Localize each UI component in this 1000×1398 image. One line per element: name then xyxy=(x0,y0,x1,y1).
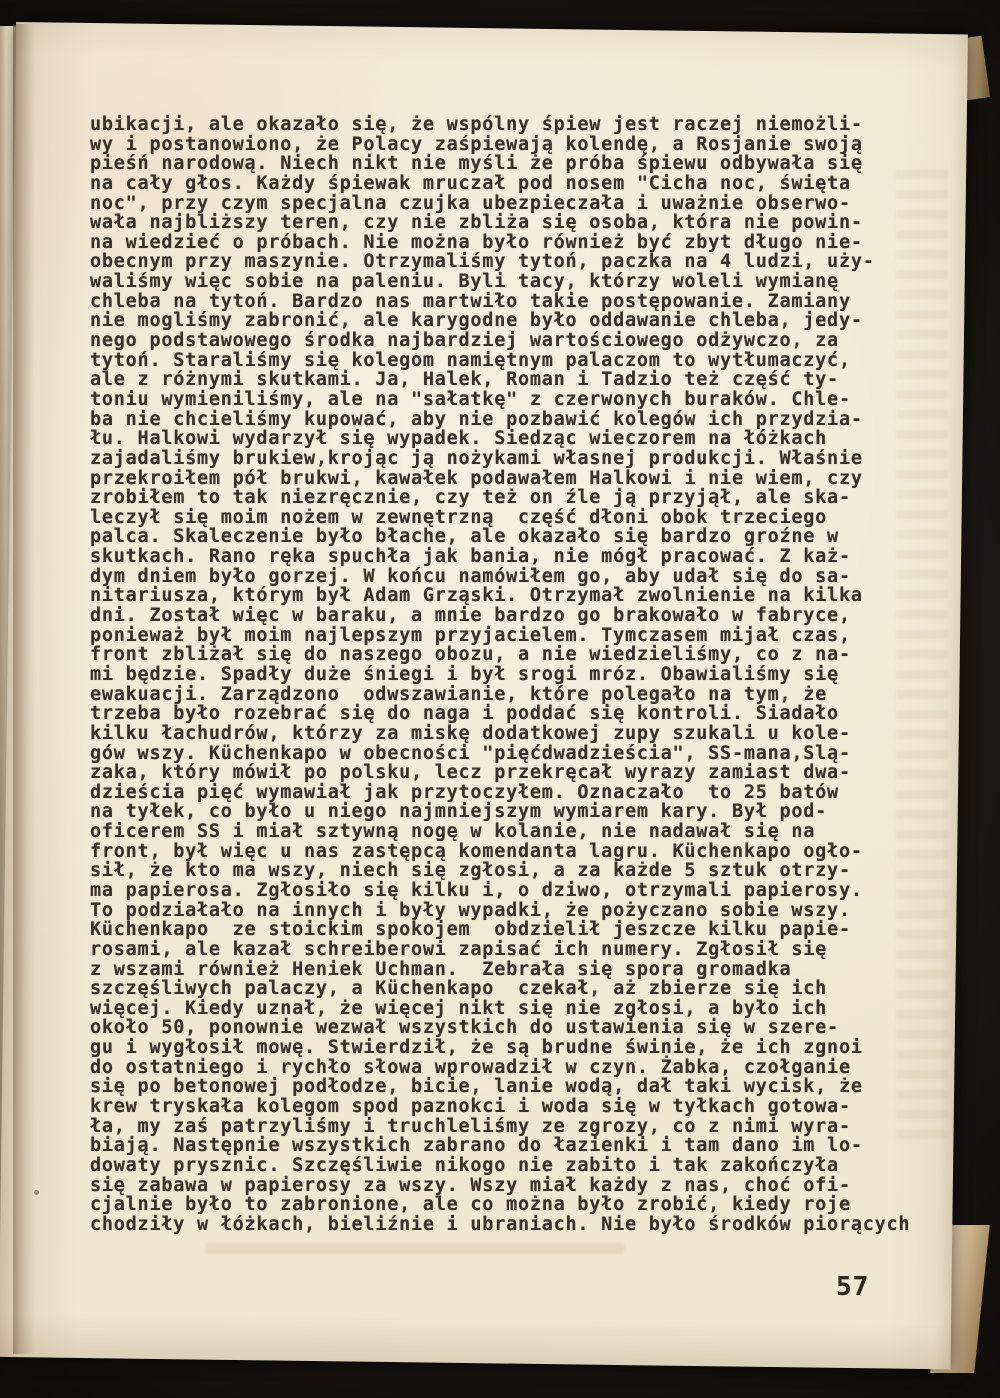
text-line: front, był więc u nas zastępcą komendanta lagru. Küchenkapo ogło- xyxy=(90,840,863,862)
text-line: toniu wymieniliśmy, ale na "sałatkę" z czerwonych buraków. Chle- xyxy=(90,388,851,410)
text-line: zajadaliśmy brukiew,krojąc ją nożykami własnej produkcji. Właśnie xyxy=(90,447,863,469)
text-line: na tyłek, co było u niego najmniejszym wymiarem kary. Był pod- xyxy=(90,801,828,823)
paper-speck xyxy=(34,1190,39,1195)
text-line: ła, my zaś patrzyliśmy i truchleliśmy ze zgrozy, co z nimi wyra- xyxy=(90,1115,851,1137)
text-line: skutkach. Rano ręka spuchła jak bania, nie mógł pracować. Z każ- xyxy=(90,546,851,568)
text-line: front zbliżał się do naszego obozu, a nie wiedzieliśmy, co z na- xyxy=(90,644,851,666)
text-line: nitariusza, którym był Adam Grząski. Otrzymał zwolnienie na kilka xyxy=(90,585,863,607)
text-line: wała najbliższy teren, czy nie zbliża się osoba, która nie powin- xyxy=(90,212,863,234)
text-line: dzieścia pięć wymawiał jak przytoczyłem. Oznaczało to 25 batów xyxy=(90,781,839,803)
text-line: ubikacji, ale okazało się, że wspólny śpiew jest raczej niemożli- xyxy=(90,114,863,135)
text-line: sił, że kto ma wszy, niech się zgłosi, a za każde 5 sztuk otrzy- xyxy=(90,860,851,882)
bleed-through-ghost xyxy=(205,1243,625,1254)
page-text xyxy=(90,115,920,1235)
text-line: cjalnie było to zabronione, ale co można było zrobić, kiedy roje xyxy=(90,1194,851,1216)
text-line: zrobiłem to tak niezręcznie, czy też on źle ją przyjął, ale ska- xyxy=(90,487,851,509)
text-line: rosami, ale kazał schreiberowi zapisać ich numery. Zgłosił się xyxy=(90,938,828,960)
text-line: przekroiłem pół brukwi, kawałek podawałem Halkowi i nie wiem, czy xyxy=(90,467,863,489)
text-line: dowaty prysznic. Szczęśliwie nikogo nie zabito i tak zakończyła xyxy=(90,1154,839,1176)
text-line: łu. Halkowi wydarzył się wypadek. Siedząc wieczorem na łóżkach xyxy=(90,428,828,450)
text-line: pieśń narodową. Niech nikt nie myśli że próba śpiewu odbywała się xyxy=(90,153,863,175)
text-line: ponieważ był moim najlepszym przyjacielem. Tymczasem mijał czas, xyxy=(90,624,851,646)
text-line: chodziły w łóżkach, bieliźnie i ubraniach. Nie było środków piorących xyxy=(90,1213,911,1235)
text-line: nego podstawowego środka najbardziej wartościowego odżywczo, za xyxy=(90,330,839,352)
text-line: szczęśliwych palaczy, a Küchenkapo czekał, aż zbierze się ich xyxy=(90,978,828,1000)
text-line: dni. Został więc w baraku, a mnie bardzo go brakowało w fabryce, xyxy=(90,605,851,627)
text-line: z wszami również Heniek Uchman. Zebrała się spora gromadka xyxy=(90,958,792,980)
text-line: około 50, ponownie wezwał wszystkich do ustawienia się w szere- xyxy=(90,1017,839,1039)
text-line: do ostatniego i rychło słowa wprowadził w czyn. Żabka, czołganie xyxy=(90,1056,851,1078)
text-line: oficerem SS i miał sztywną nogę w kolanie, nie nadawał się na xyxy=(90,821,816,843)
text-line: chleba na tytoń. Bardzo nas martwiło takie postępowanie. Zamiany xyxy=(90,290,851,312)
text-line: ale z różnymi skutkami. Ja, Halek, Roman i Tadzio też część ty- xyxy=(90,369,839,391)
text-line: waliśmy więc sobie na paleniu. Byli tacy, którzy woleli wymianę xyxy=(90,271,839,293)
text-line: noc", przy czym specjalna czujka ubezpieczała i uważnie obserwo- xyxy=(90,192,851,214)
text-line: gów wszy. Küchenkapo w obecności "pięćdwadzieścia", SS-mana,Slą- xyxy=(90,742,851,764)
text-line: palca. Skaleczenie było błache, ale okazało się bardzo groźne w xyxy=(90,526,839,548)
text-line: mi będzie. Spadły duże śniegi i był srogi mróz. Obawialiśmy się xyxy=(90,663,839,685)
text-line: nie mogliśmy zabronić, ale karygodne było oddawanie chleba, jedy- xyxy=(90,310,863,332)
page-number: 57 xyxy=(836,1272,870,1302)
text-line: ba nie chcieliśmy kupować, aby nie pozbawić kolegów ich przydzia- xyxy=(90,408,863,430)
text-line: krew tryskała kolegom spod paznokci i woda się w tyłkach gotowa- xyxy=(90,1096,851,1118)
text-line: kilku łachudrów, którzy za miskę dodatkowej zupy szukali u kole- xyxy=(90,722,851,744)
text-line: biają. Następnie wszystkich zabrano do łazienki i tam dano im lo- xyxy=(90,1135,863,1157)
text-line: ewakuacji. Zarządzono odwszawianie, które polegało na tym, że xyxy=(90,683,828,705)
text-line: gu i wygłosił mowę. Stwierdził, że są brudne świnie, że ich zgnoi xyxy=(90,1037,863,1059)
text-line: dym dniem było gorzej. W końcu namówiłem go, aby udał się do sa- xyxy=(90,565,851,587)
text-line: obecnym przy maszynie. Otrzymaliśmy tytoń, paczka na 4 ludzi, uży- xyxy=(90,251,875,273)
text-line: wy i postanowiono, że Polacy zaśpiewają kolendę, a Rosjanie swoją xyxy=(90,133,863,155)
text-line: się po betonowej podłodze, bicie, lanie wodą, dał taki wycisk, że xyxy=(90,1076,863,1098)
text-line: tytoń. Staraliśmy się kolegom namiętnym palaczom to wytłumaczyć, xyxy=(90,349,851,371)
text-line: leczył się moim nożem w zewnętrzną część dłoni obok trzeciego xyxy=(90,506,828,528)
text-line: zaka, który mówił po polsku, lecz przekręcał wyrazy zamiast dwa- xyxy=(90,762,851,784)
text-line: na wiedzieć o próbach. Nie można było również być zbyt długo nie- xyxy=(90,231,863,253)
text-line: na cały głos. Każdy śpiewak mruczał pod nosem "Cicha noc, święta xyxy=(90,172,851,194)
text-line: się zabawa w papierosy za wszy. Wszy miał każdy z nas, choć ofi- xyxy=(90,1174,851,1196)
text-line: więcej. Kiedy uznał, że więcej nikt się nie zgłosi, a było ich xyxy=(90,997,828,1019)
text-line: ma papierosa. Zgłosiło się kilku i, o dziwo, otrzymali papierosy. xyxy=(90,879,863,901)
text-line: To podziałało na innych i były wypadki, że pożyczano sobie wszy. xyxy=(90,899,851,921)
binding-crease-shadow xyxy=(13,24,35,1354)
text-line: Küchenkapo ze stoickim spokojem obdzielił jeszcze kilku papie- xyxy=(90,919,851,941)
text-line: trzeba było rozebrać się do naga i poddać się kontroli. Siadało xyxy=(90,703,839,725)
